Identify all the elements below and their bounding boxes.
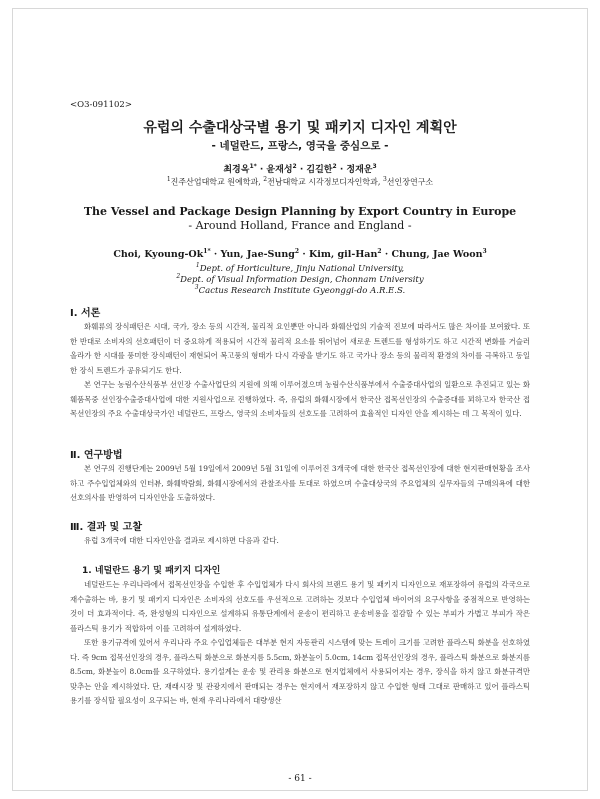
authors-english: Choi, Kyoung-$Ok^{1*}$ · Yun, Jae-Sung$^2$ · Kim, gil-Han$^2$ · Chung, Jae Woon$^3$ xyxy=(113,248,487,261)
section-2-paragraph-1: 본 연구의 진행단계는 2009년 5월 19일에서 2009년 5월 31일에 이루어진 3개국에 대한 한국산 접목선인장에 대한 현지판매현황을 조사하고 주수입업체와의 인터뷰, 화훼박람회, 화훼시장에서의 관찰조사를 토대로 하였으며 수출대상국의 주요업체의 실무자들의 구매의욕에 대한 선호의사를 반영하여 디자인안을 도출하였다. xyxy=(70,464,530,502)
paper-code: <O3-091102> xyxy=(70,100,132,110)
subtitle-korean: - 네덜란드, 프랑스, 영국을 중심으로 - xyxy=(211,140,389,152)
subtitle-english: - Around Holland, France and England - xyxy=(188,219,412,232)
section-3-1-heading: 1. 네덜란드 용기 및 패키지 디자인 xyxy=(82,566,221,576)
affiliation-english-2: $^2$Dept. of Visual Information Design, Chonnam University xyxy=(176,273,424,285)
section-2-heading: Ⅱ. 연구방법 xyxy=(70,450,123,461)
section-3-paragraph-1: 유럽 3개국에 대한 디자인안을 결과로 제시하면 다음과 같다. xyxy=(84,536,279,545)
affiliation-english-3: $^3$Cactus Research Institute Gyeonggi-do A.R.E.S. xyxy=(194,284,406,296)
section-1-paragraph-1: 화훼류의 장식패턴은 시대, 국가, 장소 등의 시간적, 물리적 요인뿐만 아니라 화훼산업의 기술적 진보에 따라서도 많은 차이를 보여왔다. 또한 반대로 소비자의 선호패턴이 더 중요하게 적용되어 시간적 물리적 요소를 뛰어넘어 새로운 트렌드를 형성하기도 하고 시간적 변화를 거슬러 올라가 한 시대를 풍미한 장식패턴이 재현되어 복고풍의 형태가 다시 각광을 받기도 하고 국가나 장소 등의 물리적 환경의 차이를 극복하고 동일한 장식 트렌드가 공유되기도 한다. xyxy=(70,322,530,375)
section-1-paragraph-2: 본 연구는 농림수산식품부 선인장 수출사업단의 지원에 의해 이루어졌으며 농림수산식품부에서 수출증대사업의 일환으로 추진되고 있는 화훼품목중 선인장수출증대사업에 대한 지원사업으로 진행하였다. 즉, 유럽의 화훼시장에서 한국산 접목선인장의 수출증대를 꾀하고자 한국산 접목선인장의 주요 수출대상국가인 네덜란드, 프랑스, 영국의 소비자들의 선호도를 고려하여 효율적인 디자인 안을 제시하는 데 그 목적이 있다. xyxy=(70,380,530,418)
section-3-heading: Ⅲ. 결과 및 고찰 xyxy=(70,522,142,533)
page-number: - 61 - xyxy=(288,774,312,784)
affiliation-english-1: $^1$Dept. of Horticulture, Jinju National University, xyxy=(195,262,405,274)
section-1-heading: Ⅰ. 서론 xyxy=(70,308,101,319)
section-3-1-paragraph-1: 네덜란드는 우리나라에서 접목선인장을 수입한 후 수입업체가 다시 회사의 브랜드 용기 및 패키지 디자인으로 재포장하여 유럽의 각국으로 재수출하는 바, 용기 및 패키지 디자인은 소비자의 선호도를 우선적으로 고려하는 것보다 수입업체 바이어의 요구사항을 중점적으로 반영하는 것이 더 효과적이다. 즉, 완성형의 디자인으로 설계하되 유통단계에서 운송이 편리하고 운송비용을 절감할 수 있는 부피가 가볍고 부피가 작은 플라스틱 용기가 적합하여 이를 고려하여 설계하였다. xyxy=(70,580,530,633)
title-korean: 유럽의 수출대상국별 용기 및 패키지 디자인 계획안 xyxy=(143,120,457,136)
section-3-1-paragraph-2: 또한 용기규격에 있어서 우리나라 주요 수입업체들은 대부분 현지 자동판리 시스템에 맞는 트레이 크기를 고려한 플라스틱 화분을 선호하였다. 즉 9cm 접목선인장의 경우, 플라스틱 화분으로 화분지름 5.5cm, 화분높이 5.0cm, 14cm 접목선인장의 경우, 플라스틱 화분으로 화분지름 8.5cm, 화분높이 8.0cm를 요구하였다. 용기설계는 운송 및 관리용 화분으로 현지업체에서 사용되어지는 경우, 장식을 하지 않고 화분규격만 맞추는 안을 제시하였다. 단, 재래시장 및 관광지에서 판매되는 경우는 현지에서 재포장하지 않고 수입한 형태 그대로 판매하고 있어 플라스틱 용기를 장식할 필요성이 요구되는 바, 현재 우리나라에서 대량생산 xyxy=(70,638,530,705)
title-english: The Vessel and Package Design Planning by Export Country in Europe xyxy=(83,205,517,218)
affiliations-korean: $^1$진주산업대학교 원예학과, $^2$전남대학교 시각정보디자인학과, $^3$선인장연구소 xyxy=(166,176,434,187)
authors-korean: 최경옥$^{1*}$ · 윤재성$^2$ · 김길한$^2$ · 정재운$^3$ xyxy=(223,163,377,175)
